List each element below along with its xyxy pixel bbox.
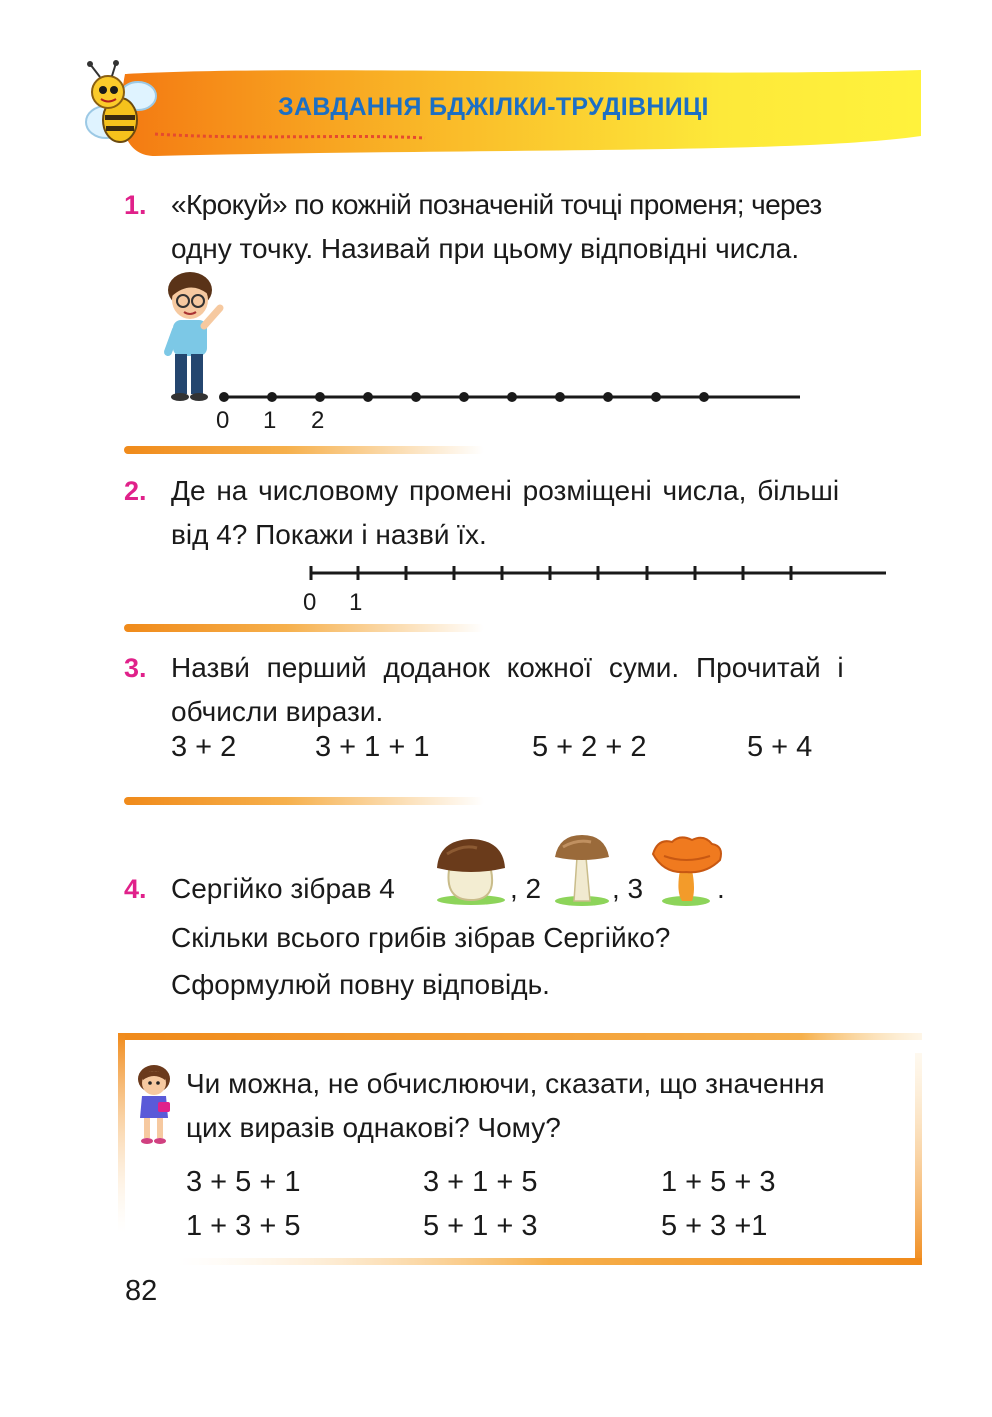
ray-1-label-0: 0 — [216, 407, 230, 434]
page-title: ЗАВДАННЯ БДЖІЛКИ-ТРУДІВНИЦІ — [278, 93, 709, 121]
boy-icon — [158, 270, 228, 402]
task-4-line-1-end: . — [717, 873, 725, 904]
task-1-line-2: одну точку. Називай при цьому відповідні числа. — [171, 233, 800, 264]
page-number: 82 — [125, 1275, 158, 1307]
expression: 3 + 1 + 5 — [423, 1166, 538, 1198]
box-line-2: цих виразів однакові? Чому? — [186, 1112, 561, 1143]
task-1-number: 1. — [124, 190, 147, 220]
expression: 3 + 2 — [171, 731, 237, 763]
task-4-line-1-start: Сергійко зібрав 4 — [171, 873, 395, 904]
task-4-number: 4. — [124, 874, 147, 904]
expression: 3 + 1 + 1 — [315, 731, 430, 763]
task-3-line-1: Назви́ перший доданок кожної суми. Прочитай і — [171, 652, 844, 683]
task-4-line-2: Скільки всього грибів зібрав Сергійко? — [171, 922, 671, 953]
task-3-line-2: обчисли вирази. — [171, 696, 384, 727]
chanterelle-mushroom-icon — [650, 834, 724, 906]
task-1-line-1: «Крокуй» по кожній позначеній точці променя; через — [171, 189, 822, 220]
ray-2-label-0: 0 — [303, 589, 317, 616]
task-4-line-3: Сформулюй повну відповідь. — [171, 969, 550, 1000]
ray-1-label-1: 1 — [263, 407, 277, 434]
task-4-line-1-mid-1: , 2 — [510, 873, 542, 904]
expression: 5 + 1 + 3 — [423, 1210, 538, 1242]
task-2-line-1: Де на числовому промені розміщені числа, більші — [171, 475, 840, 506]
task-3-number: 3. — [124, 653, 147, 683]
separator — [124, 624, 484, 632]
expression: 5 + 3 +1 — [661, 1210, 768, 1242]
number-ray-2 — [305, 562, 890, 584]
porcini-mushroom-icon — [433, 836, 509, 906]
bee-icon — [76, 60, 166, 150]
ray-1-label-2: 2 — [311, 407, 325, 434]
expression: 5 + 2 + 2 — [532, 731, 647, 763]
number-ray-1 — [215, 386, 805, 408]
task-4-line-1-mid-2: , 3 — [612, 873, 644, 904]
separator — [124, 797, 484, 805]
task-2-line-2: від 4? Покажи і назви́ їх. — [171, 519, 487, 550]
box-line-1: Чи можна, не обчислюючи, сказати, що значення — [186, 1068, 825, 1099]
ray-2-label-1: 1 — [349, 589, 363, 616]
girl-icon — [132, 1064, 176, 1146]
task-2-number: 2. — [124, 476, 147, 506]
expression: 3 + 5 + 1 — [186, 1166, 301, 1198]
expression: 1 + 3 + 5 — [186, 1210, 301, 1242]
expression: 1 + 5 + 3 — [661, 1166, 776, 1198]
bolete-mushroom-icon — [553, 833, 611, 907]
separator — [124, 446, 484, 454]
expression: 5 + 4 — [747, 731, 813, 763]
